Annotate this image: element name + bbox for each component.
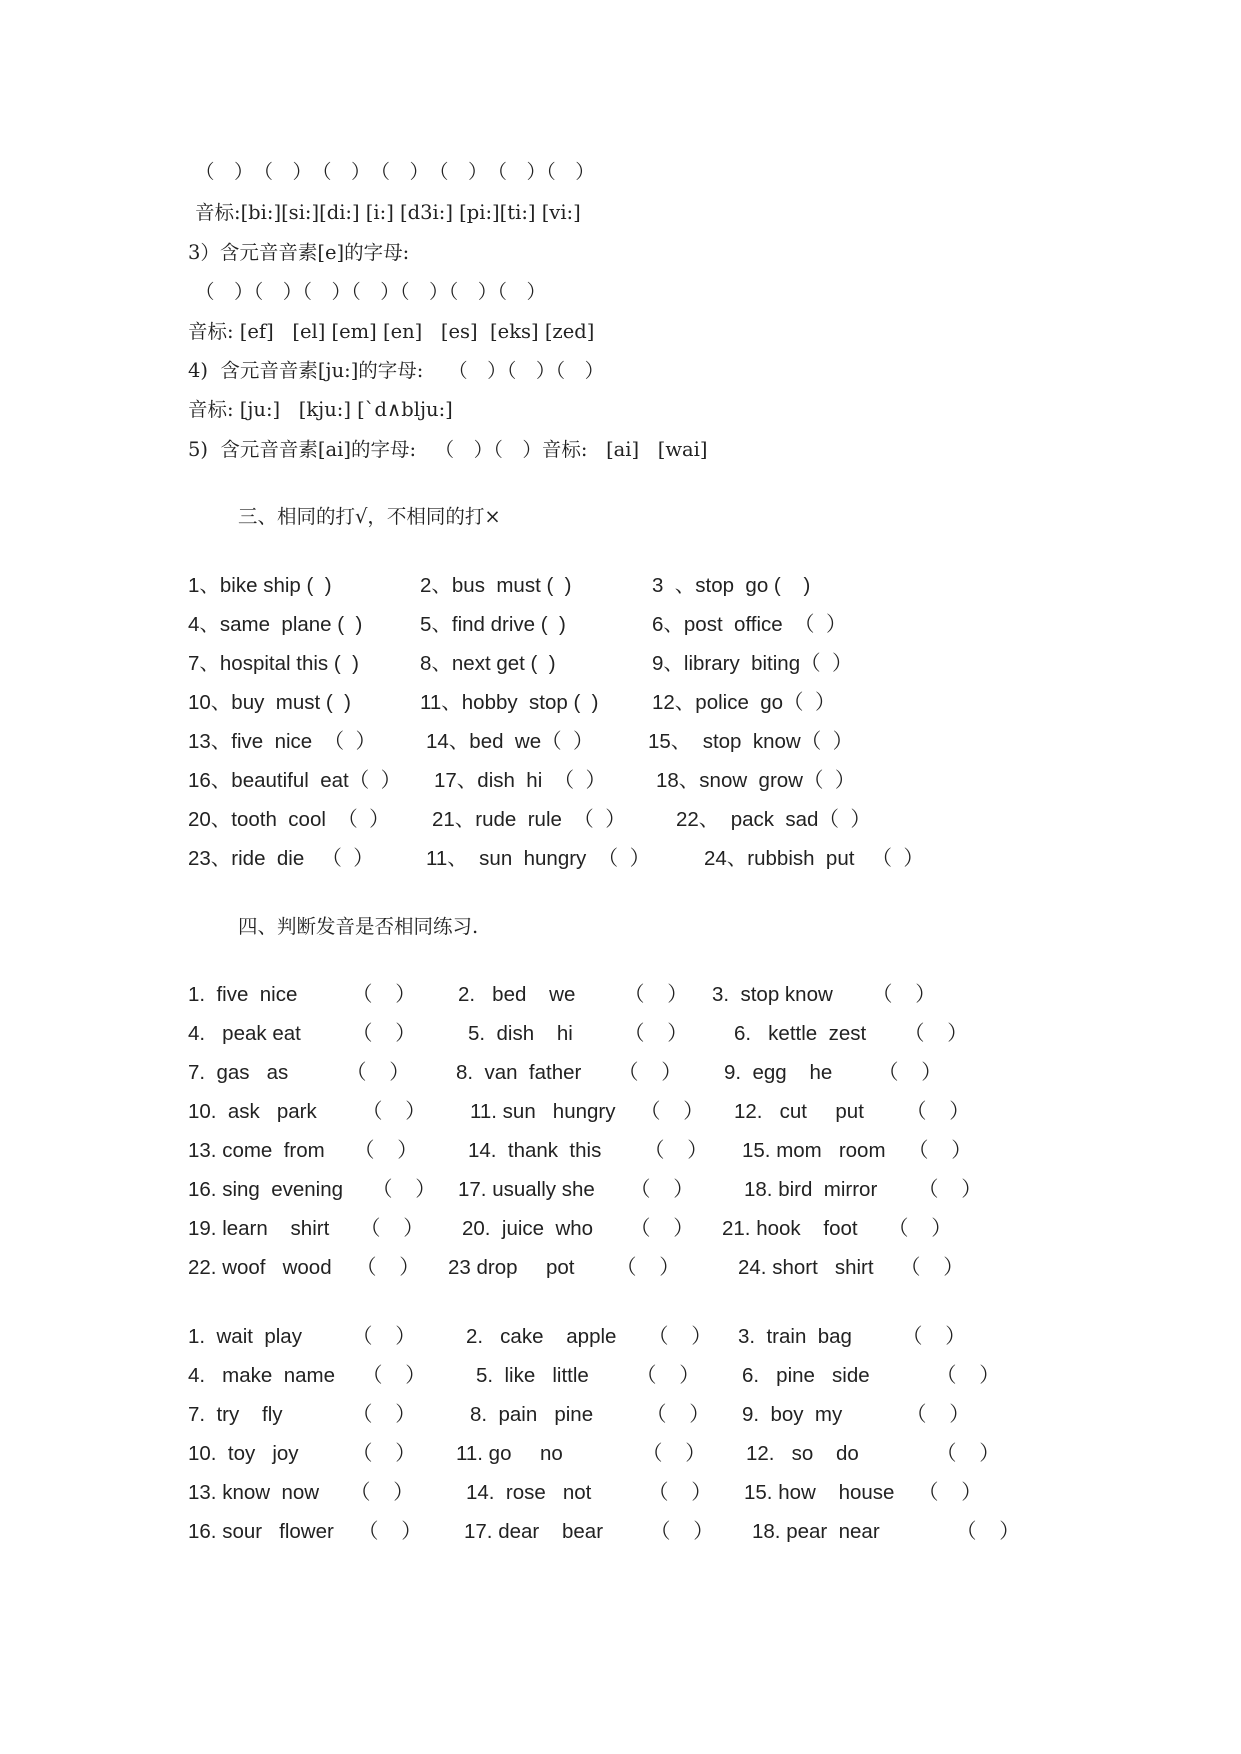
word-pair: 5. like little: [476, 1364, 589, 1387]
item-3-title: 3）含元音音素[e]的字母:: [188, 241, 410, 264]
answer-blank: （ ）: [918, 1178, 982, 1201]
answer-blank: （ ）: [352, 1442, 416, 1465]
word-pair: 10. ask park: [188, 1100, 317, 1123]
exercise-item: 21、rude rule （ ）: [432, 808, 626, 831]
word-pair: 15. how house: [744, 1481, 895, 1504]
answer-blank: （ ）: [354, 1139, 418, 1162]
exercise-item: 13、five nice （ ）: [188, 730, 376, 753]
exercise-item: 1、bike ship ( ): [188, 574, 332, 597]
answer-blank: （ ）: [878, 1061, 942, 1084]
exercise-item: 16、beautiful eat（ ）: [188, 769, 402, 792]
word-pair: 12. cut put: [734, 1100, 864, 1123]
answer-blank: （ ）: [352, 1022, 416, 1045]
answer-blank: （ ）: [624, 1022, 688, 1045]
word-pair: 12. so do: [746, 1442, 859, 1465]
word-pair: 19. learn shirt: [188, 1217, 330, 1240]
answer-blank: （ ）: [906, 1403, 970, 1426]
exercise-item: 11、hobby stop ( ): [420, 691, 599, 714]
answer-blank: （ ）: [352, 1403, 416, 1426]
answer-blank: （ ）: [644, 1139, 708, 1162]
exercise-item: 7、hospital this ( ): [188, 652, 359, 675]
exercise-item: 6、post office （ ）: [652, 613, 847, 636]
answer-blank: （ ）: [360, 1217, 424, 1240]
answer-blank: （ ）: [888, 1217, 952, 1240]
answer-blank: （ ）: [900, 1256, 964, 1279]
word-pair: 18. pear near: [752, 1520, 880, 1543]
word-pair: 2. bed we: [458, 983, 576, 1006]
answer-blank: （ ）: [908, 1139, 972, 1162]
answer-blank: （ ）: [618, 1061, 682, 1084]
word-pair: 7. try fly: [188, 1403, 283, 1426]
word-pair: 16. sour flower: [188, 1520, 334, 1543]
word-pair: 8. van father: [456, 1061, 582, 1084]
answer-blank: （ ）: [902, 1325, 966, 1348]
exercise-item: 18、snow grow（ ）: [656, 769, 856, 792]
letter-blanks-row: （ ） （ ） （ ） （ ） （ ） （ ）（ ）: [195, 160, 595, 183]
answer-blank: （ ）: [624, 983, 688, 1006]
answer-blank: （ ）: [636, 1364, 700, 1387]
word-pair: 21. hook foot: [722, 1217, 858, 1240]
exercise-item: 12、police go（ ）: [652, 691, 836, 714]
word-pair: 23 drop pot: [448, 1256, 575, 1279]
word-pair: 14. thank this: [468, 1139, 602, 1162]
word-pair: 1. five nice: [188, 983, 298, 1006]
item-4-line: 4) 含元音音素[ju:]的字母: （ ）（ ）（ ）: [188, 359, 605, 382]
word-pair: 6. kettle zest: [734, 1022, 867, 1045]
word-pair: 10. toy joy: [188, 1442, 299, 1465]
answer-blank: （ ）: [872, 983, 936, 1006]
word-pair: 16. sing evening: [188, 1178, 344, 1201]
answer-blank: （ ）: [630, 1217, 694, 1240]
word-pair: 18. bird mirror: [744, 1178, 878, 1201]
exercise-item: 2、bus must ( ): [420, 574, 572, 597]
exercise-item: 17、dish hi （ ）: [434, 769, 607, 792]
word-pair: 8. pain pine: [470, 1403, 594, 1426]
answer-blank: （ ）: [362, 1100, 426, 1123]
answer-blank: （ ）: [936, 1442, 1000, 1465]
word-pair: 3. stop know: [712, 983, 833, 1006]
word-pair: 6. pine side: [742, 1364, 870, 1387]
word-pair: 5. dish hi: [468, 1022, 573, 1045]
answer-blank: （ ）: [936, 1364, 1000, 1387]
word-pair: 1. wait play: [188, 1325, 302, 1348]
answer-blank: （ ）: [356, 1256, 420, 1279]
word-pair: 14. rose not: [466, 1481, 592, 1504]
word-pair: 20. juice who: [462, 1217, 594, 1240]
exercise-item: 8、next get ( ): [420, 652, 556, 675]
exercise-item: 9、library biting（ ）: [652, 652, 853, 675]
section-4-heading: 四、判断发音是否相同练习.: [238, 915, 479, 938]
word-pair: 11. sun hungry: [470, 1100, 616, 1123]
exercise-item: 22、 pack sad（ ）: [676, 808, 871, 831]
answer-blank: （ ）: [616, 1256, 680, 1279]
answer-blank: （ ）: [372, 1178, 436, 1201]
word-pair: 4. peak eat: [188, 1022, 301, 1045]
answer-blank: （ ）: [648, 1325, 712, 1348]
answer-blank: （ ）: [352, 1325, 416, 1348]
word-pair: 13. come from: [188, 1139, 325, 1162]
word-pair: 17. usually she: [458, 1178, 595, 1201]
section-3-heading: 三、相同的打√，不相同的打×: [238, 505, 501, 528]
answer-blank: （ ）: [352, 983, 416, 1006]
exercise-item: 20、tooth cool （ ）: [188, 808, 390, 831]
word-pair: 11. go no: [456, 1442, 563, 1465]
exercise-item: 10、buy must ( ): [188, 691, 351, 714]
exercise-item: 3 、stop go ( ): [652, 574, 811, 597]
word-pair: 4. make name: [188, 1364, 335, 1387]
word-pair: 15. mom room: [742, 1139, 886, 1162]
answer-blank: （ ）: [650, 1520, 714, 1543]
word-pair: 3. train bag: [738, 1325, 852, 1348]
answer-blank: （ ）: [362, 1364, 426, 1387]
word-pair: 9. egg he: [724, 1061, 833, 1084]
answer-blank: （ ）: [358, 1520, 422, 1543]
answer-blank: （ ）: [646, 1403, 710, 1426]
item-3-blanks: （ ）（ ）（ ）（ ）（ ）（ ）（ ）: [195, 280, 547, 303]
answer-blank: （ ）: [956, 1520, 1020, 1543]
answer-blank: （ ）: [906, 1100, 970, 1123]
phonetics-line-4: 音标: [ju:] [kju:] [`d∧blju:]: [188, 398, 453, 421]
answer-blank: （ ）: [904, 1022, 968, 1045]
answer-blank: （ ）: [918, 1481, 982, 1504]
word-pair: 7. gas as: [188, 1061, 289, 1084]
exercise-item: 11、 sun hungry （ ）: [426, 847, 651, 870]
word-pair: 17. dear bear: [464, 1520, 604, 1543]
phonetics-line-1: 音标:[bi:][si:][di:] [i:] [d3i:] [pi:][ti:] [vi:]: [195, 201, 581, 224]
phonetics-line-3: 音标: [ef] [el] [em] [en] [es] [eks] [zed]: [188, 320, 595, 343]
exercise-item: 15、 stop know（ ）: [648, 730, 854, 753]
item-5-line: 5) 含元音音素[ai]的字母: （ ）（ ）音标: [ai] [wai]: [188, 438, 708, 461]
word-pair: 24. short shirt: [738, 1256, 874, 1279]
exercise-item: 4、same plane ( ): [188, 613, 363, 636]
word-pair: 22. woof wood: [188, 1256, 332, 1279]
exercise-item: 14、bed we（ ）: [426, 730, 594, 753]
answer-blank: （ ）: [350, 1481, 414, 1504]
exercise-item: 23、ride die （ ）: [188, 847, 374, 870]
word-pair: 2. cake apple: [466, 1325, 617, 1348]
word-pair: 13. know now: [188, 1481, 320, 1504]
answer-blank: （ ）: [346, 1061, 410, 1084]
word-pair: 9. boy my: [742, 1403, 843, 1426]
exercise-item: 24、rubbish put （ ）: [704, 847, 924, 870]
answer-blank: （ ）: [640, 1100, 704, 1123]
answer-blank: （ ）: [642, 1442, 706, 1465]
answer-blank: （ ）: [630, 1178, 694, 1201]
answer-blank: （ ）: [648, 1481, 712, 1504]
exercise-item: 5、find drive ( ): [420, 613, 566, 636]
